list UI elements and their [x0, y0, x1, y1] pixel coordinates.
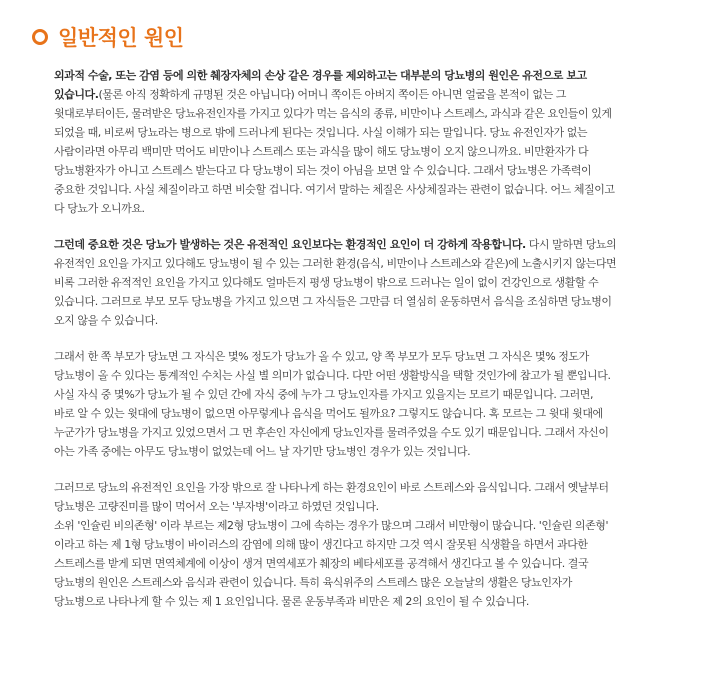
text-segment: 오지 않을 수 있습니다. — [54, 314, 158, 327]
text-line — [54, 254, 704, 273]
text-line — [54, 311, 704, 330]
text-line — [54, 554, 704, 573]
text-segment: 누군가가 당뇨병을 가지고 있었으면서 그 먼 후손인 자신에게 당뇨인자를 물려주었을 수도 있기 때문입니다. 그래서 자신이 — [54, 426, 609, 439]
text-line — [54, 497, 704, 516]
text-segment: 사실 자식 중 몇%가 당뇨가 될 수 있던 간에 자식 중에 누가 그 당뇨인자를 가지고 있을지는 모르기 때문입니다. 그러면, — [54, 388, 594, 401]
paragraph — [54, 347, 704, 461]
page-title: 일반적인 원인 — [58, 26, 184, 50]
text-line — [54, 478, 704, 497]
text-segment: 당뇨병의 원인은 스트레스와 음식과 관련이 있습니다. 특히 육식위주의 스트레스 많은 오늘날의 생활은 당뇨인자가 — [54, 576, 572, 589]
paragraph — [54, 478, 704, 611]
text-segment: 당뇨병으로 나타나게 할 수 있는 제 1 요인입니다. 물론 운동부족과 비만은 제 2의 요인이 될 수 있습니다. — [54, 595, 529, 608]
text-line — [54, 199, 704, 218]
text-segment: 당뇨병환자가 아니고 스트레스 받는다고 다 당뇨병이 되는 것이 아님을 보면 알 수 있습니다. 그래서 당뇨병은 가족력이 — [54, 164, 592, 177]
text-line — [54, 180, 704, 199]
text-line — [54, 535, 704, 554]
text-line — [54, 404, 704, 423]
text-line — [54, 142, 704, 161]
bold-text: 외과적 수술, 또는 감염 등에 의한 췌장자체의 손상 같은 경우를 제외하고는 대부분의 당뇨병의 원인은 유전으로 보고 — [54, 69, 587, 82]
text-line — [54, 366, 704, 385]
text-line — [54, 235, 704, 254]
text-segment: 유전적인 요인을 가지고 있다해도 당뇨병이 될 수 있는 그러한 환경(음식, 비만이나 스트레스와 같은)에 노출시키지 않는다면 — [54, 257, 617, 270]
text-segment: 그러므로 당뇨의 유전적인 요인을 가장 밖으로 잘 나타나게 하는 환경요인이 바로 스트레스와 음식입니다. 그래서 옛날부터 — [54, 481, 609, 494]
text-line — [54, 292, 704, 311]
section-header — [32, 22, 184, 52]
text-segment: 중요한 것입니다. 사실 체질이라고 하면 비슷할 겁니다. 여기서 말하는 체질은 사상체질과는 관련이 없습니다. 어느 체질이고 — [54, 183, 615, 196]
text-segment: 사람이라면 아무리 백미만 먹어도 비만이나 스트레스 또는 과식을 많이 해도 당뇨병이 오지 않으니까요. 비만환자가 다 — [54, 145, 589, 158]
text-line — [54, 573, 704, 592]
text-segment: 아는 가족 중에는 아무도 당뇨병이 없었는데 어느 날 자기만 당뇨병인 경우가 있는 것입니다. — [54, 445, 471, 458]
text-line — [54, 123, 704, 142]
text-line — [54, 592, 704, 611]
text-segment: 이라고 하는 제 1형 당뇨병이 바이러스의 감염에 의해 많이 생긴다고 하지만 그것 역시 잘못된 식생활을 하면서 과다한 — [54, 538, 588, 551]
text-line — [54, 385, 704, 404]
paragraph — [54, 66, 704, 218]
text-line — [54, 442, 704, 461]
text-line — [54, 516, 704, 535]
text-line — [54, 347, 704, 366]
ring-bullet-icon — [32, 29, 48, 45]
text-segment: 있습니다. 그러므로 부모 모두 당뇨병을 가지고 있으면 그 자식들은 그만큼 더 열심히 운동하면서 음식을 조심하면 당뇨병이 — [54, 295, 612, 308]
text-line — [54, 85, 704, 104]
text-line — [54, 66, 704, 85]
article-body — [54, 66, 704, 628]
text-segment: 되었을 때, 비로써 당뇨라는 병으로 밖에 드러나게 된다는 것입니다. 사실 이해가 되는 말입니다. 당뇨 유전인자가 없는 — [54, 126, 588, 139]
paragraph — [54, 235, 704, 330]
text-segment: 비록 그러한 유적적인 요인을 가지고 있다해도 얼마든지 평생 당뇨병이 밖으로 드러나는 일이 없이 건강인으로 생활할 수 — [54, 276, 599, 289]
text-segment: (물론 아직 정확하게 규명된 것은 아닙니다) 어머니 쪽이든 아버지 쪽이든 아니면 얼굴을 본적이 없는 그 — [98, 88, 566, 101]
text-segment: 다 당뇨가 오니까요. — [54, 202, 145, 215]
text-segment: 당뇨병이 올 수 있다는 통계적인 수치는 사실 별 의미가 없습니다. 다만 어떤 생활방식을 택할 것인가에 참고가 될 뿐입니다. — [54, 369, 611, 382]
text-segment: 다시 말하면 당뇨의 — [525, 238, 617, 251]
bold-text: 그런데 중요한 것은 당뇨가 발생하는 것은 유전적인 요인보다는 환경적인 요인이 더 강하게 작용합니다. — [54, 238, 526, 251]
text-line — [54, 161, 704, 180]
bold-text: 있습니다. — [54, 88, 99, 101]
text-segment: 그래서 한 쪽 부모가 당뇨면 그 자식은 몇% 정도가 당뇨가 올 수 있고, 양 쪽 부모가 모두 당뇨면 그 자식은 몇% 정도가 — [54, 350, 589, 363]
text-line — [54, 423, 704, 442]
text-line — [54, 104, 704, 123]
text-segment: 스트레스를 받게 되면 면역체계에 이상이 생겨 면역세포가 췌장의 베타세포를 공격해서 생긴다고 볼 수 있습니다. 결국 — [54, 557, 589, 570]
text-line — [54, 273, 704, 292]
text-segment: 바로 알 수 있는 윗대에 당뇨병이 없으면 아무렇게나 음식을 먹어도 될까요? 그렇지도 않습니다. 혹 모르는 그 윗대 윗대에 — [54, 407, 603, 420]
text-segment: 윗대로부터이든, 물려받은 당뇨유전인자를 가지고 있다가 먹는 음식의 종류, 비만이나 스트레스, 과식과 같은 요인들이 있게 — [54, 107, 612, 120]
text-segment: 소위 '인슐린 비의존형' 이라 부르는 제2형 당뇨병이 그에 속하는 경우가 많으며 그래서 비만형이 많습니다. '인슐린 의존형' — [54, 519, 609, 532]
text-segment: 당뇨병은 고량진미를 많이 먹어서 오는 '부자병'이라고 하였던 것입니다. — [54, 500, 379, 513]
